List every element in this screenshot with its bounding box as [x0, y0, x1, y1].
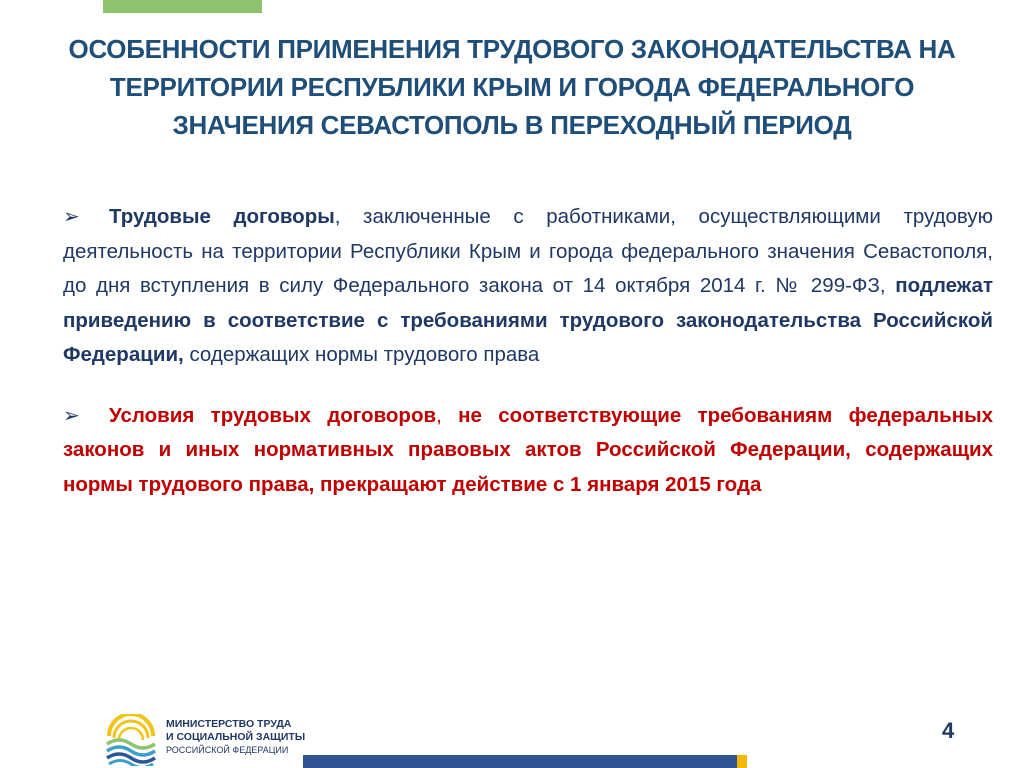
bullet-1-lead: Трудовые договоры [109, 205, 335, 228]
footer-bar-accent [737, 755, 747, 768]
bullet-labor-contracts [63, 200, 993, 373]
arrow-bullet-icon: ➢ [63, 206, 80, 228]
arrow-bullet-icon: ➢ [63, 404, 80, 427]
bullet-2-lead: Условия трудовых договоров [109, 403, 437, 427]
bullet-1-middle: , заключенные с работниками, осуществляющими трудовую деятельность на территории Республики Крым и города федерального значения Севастополя, до дня вступления в силу Федерального закона от 14 октября 2014 г. № 299-ФЗ, [63, 205, 993, 297]
slide-body [63, 200, 993, 502]
ministry-name-line-1: МИНИСТЕРСТВО ТРУДА [166, 718, 292, 730]
bullet-2-rest: не соответствующие требованиям федеральных законов и иных нормативных правовых актов Российской Федерации, содержащих нормы трудового права, прекращают действие с 1 января 2015 года [63, 403, 993, 496]
top-accent-bar [103, 0, 262, 13]
slide-title: ОСОБЕННОСТИ ПРИМЕНЕНИЯ ТРУДОВОГО ЗАКОНОДАТЕЛЬСТВА НА ТЕРРИТОРИИ РЕСПУБЛИКИ КРЫМ И ГОРОДА ФЕДЕРАЛЬНОГО ЗНАЧЕНИЯ СЕВАСТОПОЛЬ В ПЕРЕХОДНЫЙ ПЕРИОД [68, 34, 956, 140]
ministry-name-line-2: И СОЦИАЛЬНОЙ ЗАЩИТЫ [166, 731, 306, 743]
bullet-contract-conditions [63, 399, 993, 503]
ministry-name [166, 718, 305, 757]
ministry-name-line-3: РОССИЙСКОЙ ФЕДЕРАЦИИ [166, 745, 289, 755]
bullet-2-separator: , [436, 403, 459, 427]
ministry-logo-icon [105, 714, 157, 766]
bullet-1-tail: содержащих нормы трудового права [183, 343, 540, 366]
page-number: 4 [942, 718, 955, 743]
bullet-1-emphasis: подлежат приведению в соответствие с требованиями трудового законодательства Российской Федерации, [63, 274, 993, 366]
footer-bar [303, 755, 737, 768]
